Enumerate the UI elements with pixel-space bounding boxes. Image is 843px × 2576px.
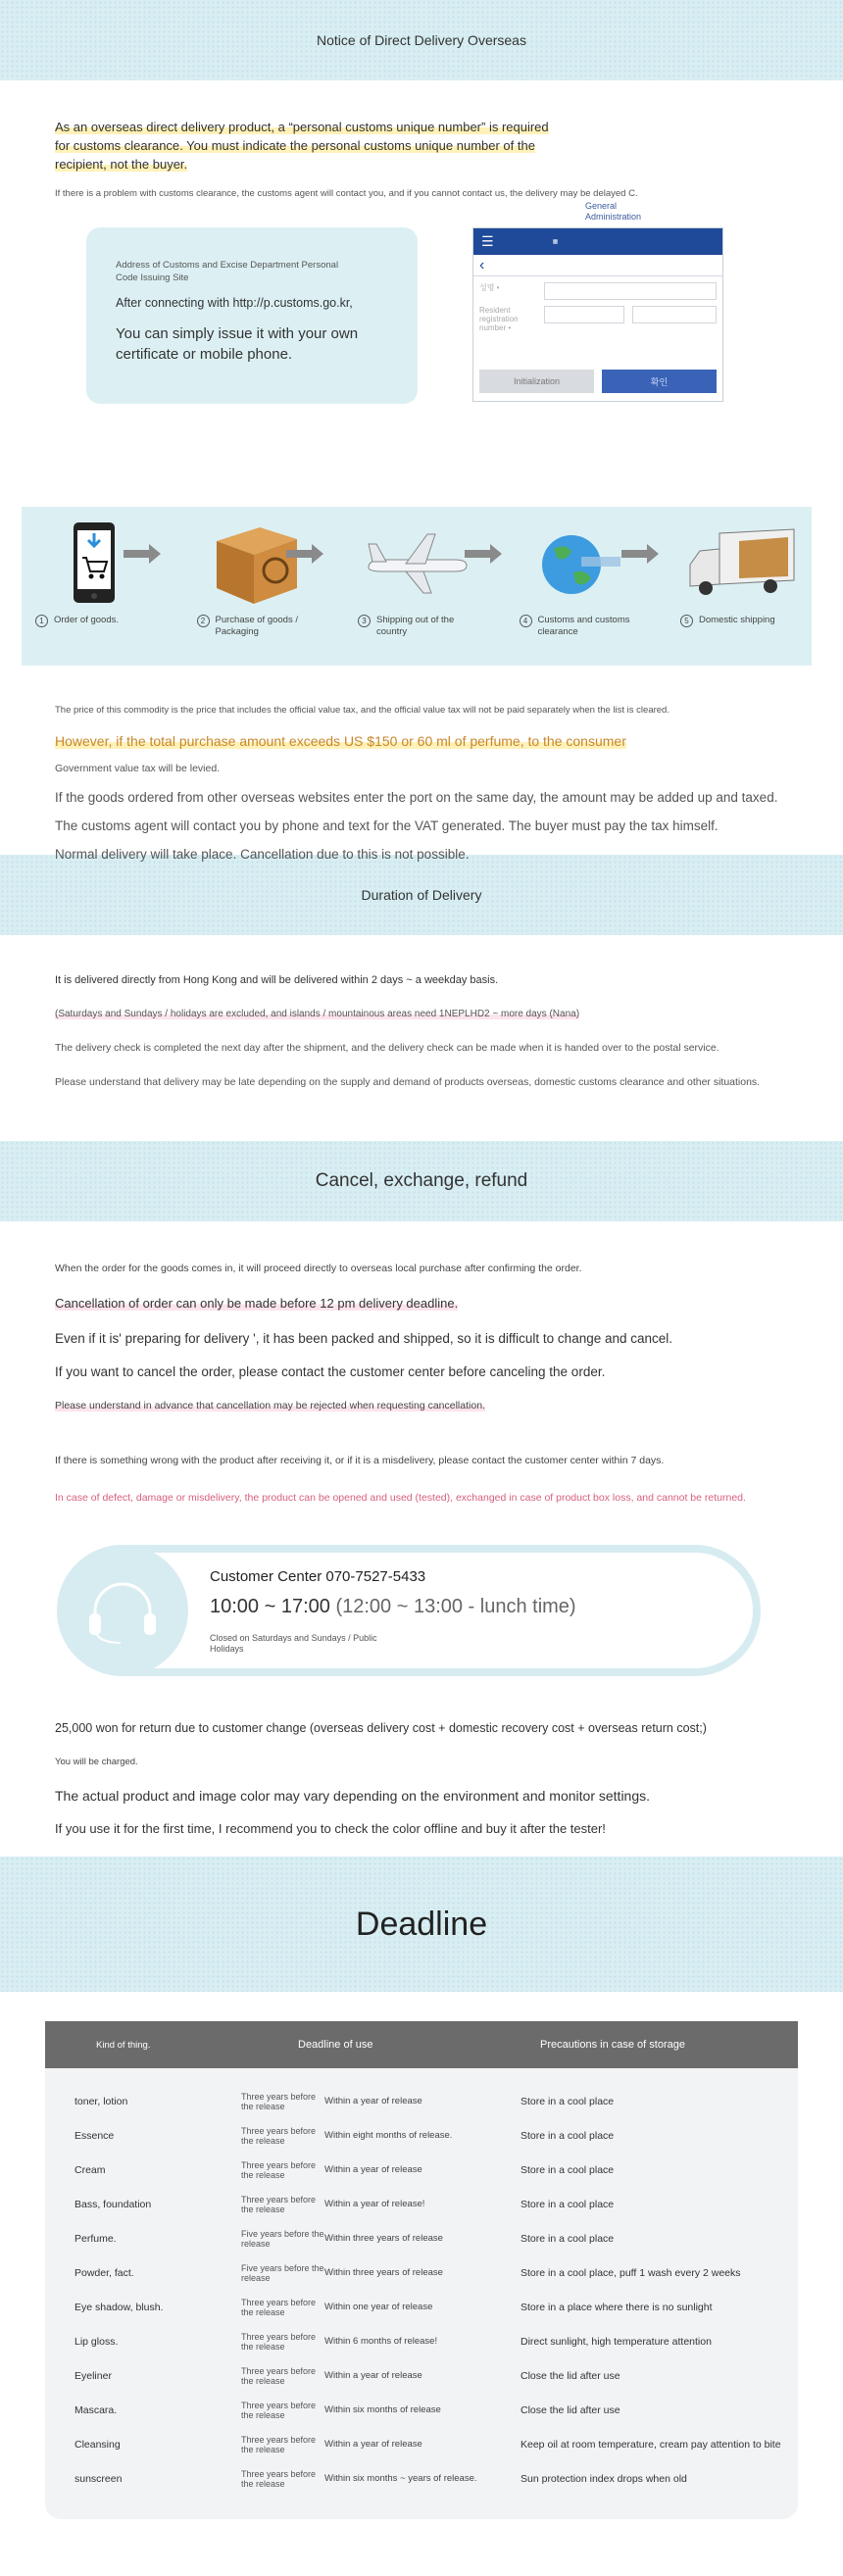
- first-use-note: If you use it for the first time, I recommend you to check the color offline and buy it after the tester!: [55, 1821, 606, 1836]
- cancel-line-4: If you want to cancel the order, please contact the customer center before canceling the order.: [55, 1364, 606, 1379]
- step-number: 2: [197, 615, 210, 627]
- cancel-section: [0, 1221, 843, 1857]
- arrow-icon: [621, 544, 661, 564]
- airplane-icon: [358, 517, 475, 609]
- unopened-deadline: Three years before the release: [241, 2159, 317, 2180]
- customs-code-card: [86, 227, 418, 404]
- step-purchase: [197, 517, 315, 666]
- delivery-steps: [22, 507, 812, 666]
- storage-precaution: Store in a cool place: [521, 2198, 615, 2210]
- step-label: Shipping out of the country: [376, 615, 455, 637]
- table-row: [45, 2153, 798, 2187]
- product-kind: Bass, foundation: [74, 2198, 152, 2210]
- step-order: [35, 517, 153, 666]
- customs-problem-note: If there is a problem with customs clearance, the customs agent will contact you, and if you cannot contact us, the delivery may be delayed C.: [55, 188, 638, 199]
- agent-contact-note: The customs agent will contact you by phone and text for the VAT generated. The buyer must pay the tax himself.: [55, 818, 719, 833]
- product-kind: Mascara.: [74, 2403, 118, 2416]
- same-day-note: If the goods ordered from other overseas websites enter the port on the same day, the amount may be added up and taxed.: [55, 790, 778, 805]
- table-row: [45, 2358, 798, 2393]
- delivery-notice-title: Notice of Direct Delivery Overseas: [317, 32, 526, 48]
- resident-row: [473, 300, 722, 332]
- storage-precaution: Keep oil at room temperature, cream pay attention to bite: [521, 2438, 781, 2451]
- deadline-banner: [0, 1857, 843, 1992]
- storage-precaution: Store in a cool place, puff 1 wash every 2 weeks: [521, 2266, 741, 2279]
- product-kind: Eyeliner: [74, 2369, 112, 2382]
- product-kind: Cream: [74, 2163, 106, 2176]
- globe-icon: [520, 517, 637, 609]
- opened-deadline: Within one year of release: [324, 2301, 433, 2312]
- table-row: [45, 2221, 798, 2255]
- table-row: [45, 2118, 798, 2153]
- cancel-title: Cancel, exchange, refund: [315, 1170, 528, 1191]
- unopened-deadline: Three years before the release: [241, 2125, 317, 2146]
- unopened-deadline: Three years before the release: [241, 2194, 317, 2214]
- unopened-deadline: Three years before the release: [241, 2468, 317, 2489]
- duration-line-1: It is delivered directly from Hong Kong and will be delivered within 2 days ~ a weekday basis.: [55, 974, 499, 986]
- resident-label: Resident registration number •: [479, 306, 519, 332]
- product-kind: sunscreen: [74, 2472, 123, 2485]
- opened-deadline: Within a year of release!: [324, 2198, 425, 2209]
- arrow-icon: [286, 544, 325, 564]
- storage-precaution: Store in a cool place: [521, 2095, 615, 2107]
- customs-site-screenshot: [472, 201, 723, 402]
- opened-deadline: Within a year of release: [324, 2438, 422, 2450]
- duration-line-3: The delivery check is completed the next day after the shipment, and the delivery check can be made when it is handed over to the postal service.: [55, 1042, 719, 1054]
- name-row: [473, 276, 722, 300]
- storage-precaution: Close the lid after use: [521, 2369, 620, 2382]
- return-fee-note: 25,000 won for return due to customer change (overseas delivery cost + domestic recovery cost + overseas return cost;): [55, 1721, 707, 1735]
- opened-deadline: Within six months ~ years of release.: [324, 2472, 477, 2484]
- deadline-section: [0, 1992, 843, 2556]
- step-number: 5: [680, 615, 693, 627]
- opened-deadline: Within eight months of release.: [324, 2129, 453, 2141]
- product-kind: Lip gloss.: [74, 2335, 119, 2348]
- unopened-deadline: Five years before the release: [241, 2262, 324, 2283]
- opened-deadline: Within three years of release: [324, 2266, 443, 2278]
- initialization-button[interactable]: Initialization: [479, 370, 594, 393]
- duration-banner: [0, 855, 843, 935]
- product-kind: Essence: [74, 2129, 115, 2142]
- product-kind: Powder, fact.: [74, 2266, 134, 2279]
- intro-text: As an overseas direct delivery product, a “personal customs unique number” is required for customs clearance. You must indicate the personal customs unique number of the recipient, not the buyer.: [55, 120, 549, 172]
- code-site-label: Address of Customs and Excise Department Personal Code Issuing Site: [116, 260, 339, 283]
- unopened-deadline: Three years before the release: [241, 2091, 317, 2111]
- storage-precaution: Sun protection index drops when old: [521, 2472, 687, 2485]
- cancel-line-7: In case of defect, damage or misdelivery, the product can be opened and used (tested), exchanged in case of product box loss, and cannot be returned.: [55, 1492, 746, 1504]
- header-storage: Precautions in case of storage: [540, 2039, 685, 2051]
- table-row: [45, 2393, 798, 2427]
- confirm-button[interactable]: 확인: [602, 370, 717, 393]
- step-customs: [520, 517, 637, 666]
- cancel-line-5: Please understand in advance that cancellation may be rejected when requesting cancellation.: [55, 1400, 485, 1412]
- business-hours: [210, 1596, 576, 1618]
- table-row: [45, 2427, 798, 2461]
- step-domestic: [680, 517, 798, 666]
- cancel-line-2: Cancellation of order can only be made before 12 pm delivery deadline.: [55, 1296, 459, 1311]
- step-shipping: [358, 517, 475, 666]
- unopened-deadline: Three years before the release: [241, 2365, 317, 2386]
- opened-deadline: Within six months of release: [324, 2403, 441, 2415]
- site-header: [473, 228, 722, 255]
- back-icon[interactable]: ‹: [479, 256, 485, 273]
- table-row: [45, 2461, 798, 2496]
- hours-lunch: (12:00 ~ 13:00 - lunch time): [335, 1596, 576, 1617]
- deadline-table: [45, 2021, 798, 2519]
- step-number: 1: [35, 615, 48, 627]
- resident-input-front[interactable]: [544, 306, 624, 323]
- code-site-issue: You can simply issue it with your own certificate or mobile phone.: [116, 325, 359, 363]
- headset-icon: [57, 1545, 188, 1676]
- opened-deadline: Within a year of release: [324, 2095, 422, 2106]
- storage-precaution: Close the lid after use: [521, 2403, 620, 2416]
- color-note: The actual product and image color may vary depending on the environment and monitor settings.: [55, 1788, 651, 1804]
- table-row: [45, 2324, 798, 2358]
- cancel-line-6: If there is something wrong with the product after receiving it, or if it is a misdelivery, please contact the customer center within 7 days.: [55, 1455, 665, 1466]
- step-label: Purchase of goods / Packaging: [215, 615, 298, 637]
- duration-title: Duration of Delivery: [361, 887, 482, 903]
- resident-input-back[interactable]: [632, 306, 717, 323]
- deadline-title: Deadline: [355, 1905, 488, 1943]
- storage-precaution: Store in a place where there is no sunlight: [521, 2301, 713, 2313]
- product-kind: Cleansing: [74, 2438, 121, 2451]
- tax-notes: [55, 705, 800, 862]
- customer-center-card: [57, 1545, 761, 1676]
- table-row: [45, 2187, 798, 2221]
- opened-deadline: Within a year of release: [324, 2163, 422, 2175]
- admin-label: General Administration: [585, 201, 642, 222]
- charged-note: You will be charged.: [55, 1757, 138, 1767]
- product-kind: toner, lotion: [74, 2095, 128, 2107]
- unopened-deadline: Three years before the release: [241, 2400, 317, 2420]
- normal-delivery-note: Normal delivery will take place. Cancellation due to this is not possible.: [55, 847, 470, 862]
- truck-icon: [680, 517, 798, 609]
- table-row: [45, 2255, 798, 2290]
- step-number: 3: [358, 615, 371, 627]
- site-logo-icon: ▦: [552, 239, 559, 245]
- name-label: 성명 •: [479, 283, 500, 292]
- duration-section: [0, 935, 843, 1141]
- opened-deadline: Within a year of release: [324, 2369, 422, 2381]
- header-kind: Kind of thing.: [96, 2039, 151, 2051]
- cancel-line-1: When the order for the goods comes in, it will proceed directly to overseas local purchase after confirming the order.: [55, 1263, 582, 1274]
- storage-precaution: Direct sunlight, high temperature attention: [521, 2335, 712, 2348]
- duration-line-4: Please understand that delivery may be late depending on the supply and demand of products overseas, domestic customs clearance and other situations.: [55, 1076, 761, 1088]
- step-label: Domestic shipping: [699, 615, 775, 625]
- table-row: [45, 2290, 798, 2324]
- arrow-icon: [124, 544, 163, 564]
- storage-precaution: Store in a cool place: [521, 2232, 615, 2245]
- name-input[interactable]: [544, 282, 717, 300]
- opened-deadline: Within 6 months of release!: [324, 2335, 438, 2347]
- site-subheader: [473, 255, 722, 276]
- step-number: 4: [520, 615, 532, 627]
- menu-icon[interactable]: ☰: [481, 233, 494, 249]
- table-body: [45, 2084, 798, 2496]
- product-kind: Eye shadow, blush.: [74, 2301, 164, 2313]
- table-header: [45, 2021, 798, 2068]
- customer-center-phone: Customer Center 070-7527-5433: [210, 1568, 426, 1585]
- step-label: Order of goods.: [54, 615, 120, 625]
- closed-days: Closed on Saturdays and Sundays / Public Holidays: [210, 1633, 377, 1654]
- tax-levied-note: Government value tax will be levied.: [55, 763, 221, 774]
- storage-precaution: Store in a cool place: [521, 2129, 615, 2142]
- unopened-deadline: Three years before the release: [241, 2297, 317, 2317]
- cancel-line-3: Even if it is' preparing for delivery ', it has been packed and shipped, so it is difficult to change and cancel.: [55, 1331, 673, 1346]
- storage-precaution: Store in a cool place: [521, 2163, 615, 2176]
- site-buttons: [479, 370, 717, 393]
- opened-deadline: Within three years of release: [324, 2232, 443, 2244]
- product-kind: Perfume.: [74, 2232, 117, 2245]
- unopened-deadline: Three years before the release: [241, 2434, 317, 2454]
- price-note: The price of this commodity is the price that includes the official value tax, and the official value tax will not be paid separately when the list is cleared.: [55, 705, 669, 716]
- code-site-connect: After connecting with http://p.customs.go.kr,: [116, 296, 353, 310]
- table-row: [45, 2084, 798, 2118]
- step-label: Customs and customs clearance: [537, 615, 630, 637]
- unopened-deadline: Three years before the release: [241, 2331, 317, 2352]
- cancel-banner: [0, 1141, 843, 1221]
- header-use: Deadline of use: [298, 2039, 373, 2051]
- arrow-icon: [465, 544, 504, 564]
- delivery-notice-banner: [0, 0, 843, 80]
- unopened-deadline: Five years before the release: [241, 2228, 324, 2249]
- delivery-notice-section: [0, 80, 843, 862]
- duration-line-2: (Saturdays and Sundays / holidays are excluded, and islands / mountainous areas need 1NEPLHD2 ~ more days (Nana): [55, 1009, 580, 1019]
- purchase-warning: However, if the total purchase amount exceeds US $150 or 60 ml of perfume, to the consumer: [55, 733, 626, 749]
- hours-main: 10:00 ~ 17:00: [210, 1596, 330, 1617]
